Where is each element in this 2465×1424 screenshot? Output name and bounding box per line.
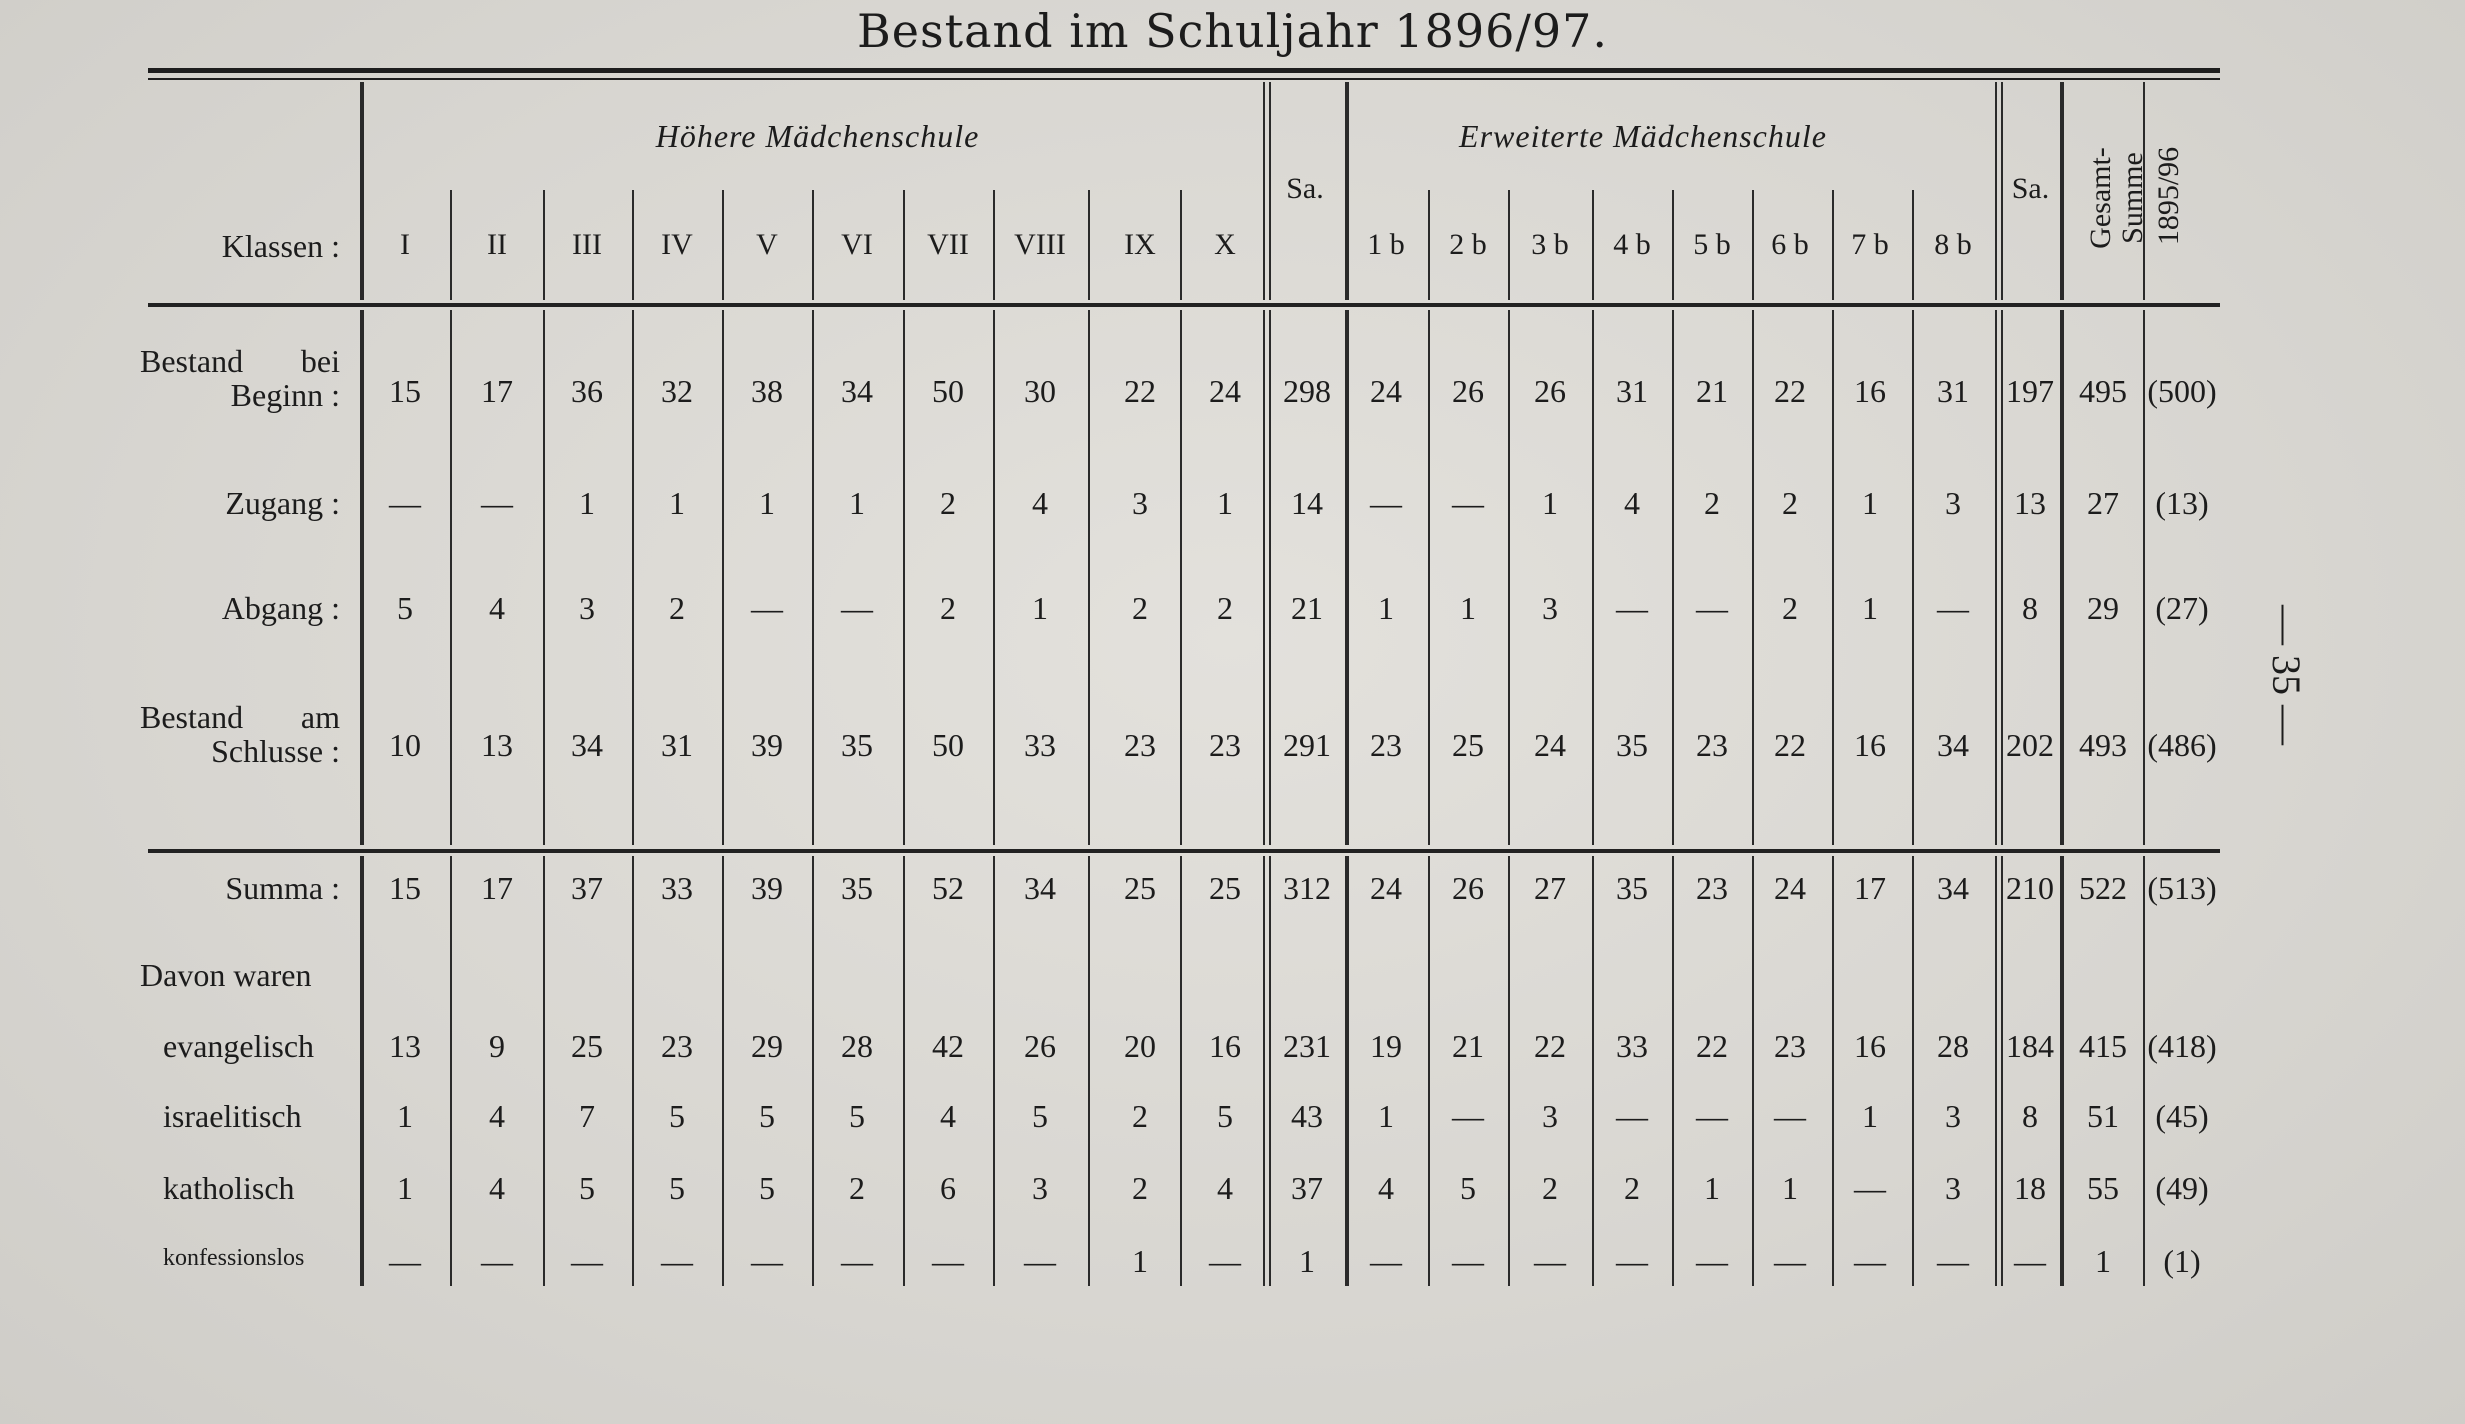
table-cell: 291	[1283, 727, 1331, 763]
col-rule-body	[632, 310, 634, 845]
col-rule-stub-bottom	[360, 856, 364, 1286]
table-cell: 1	[397, 1170, 413, 1206]
table-cell: 27	[1534, 870, 1566, 906]
table-cell: 4	[1624, 485, 1640, 521]
col-rule-header	[1088, 190, 1090, 300]
table-cell: —	[1209, 1243, 1241, 1279]
table-cell: 26	[1024, 1028, 1056, 1064]
table-cell: 5	[1032, 1098, 1048, 1134]
table-cell: 3	[1945, 1098, 1961, 1134]
table-cell: 5	[759, 1170, 775, 1206]
col-rule-bottom	[1180, 856, 1182, 1286]
col-rule-bottom	[1672, 856, 1674, 1286]
page-title: Bestand im Schuljahr 1896/97.	[856, 4, 1609, 58]
column-header-7b: 7 b	[1851, 228, 1889, 261]
table-cell: 34	[841, 373, 873, 409]
col-rule-bottom	[903, 856, 905, 1286]
table-cell: 16	[1854, 727, 1886, 763]
table-cell: 1	[397, 1098, 413, 1134]
table-cell: 522	[2079, 870, 2127, 906]
table-cell: 1	[1460, 590, 1476, 626]
col-rule-bottom	[1912, 856, 1914, 1286]
table-cell: 55	[2087, 1170, 2119, 1206]
table-cell: 298	[1283, 373, 1331, 409]
table-cell: 2	[940, 485, 956, 521]
table-cell: 25	[571, 1028, 603, 1064]
table-cell: 2	[669, 590, 685, 626]
column-header-8b: 8 b	[1934, 228, 1972, 261]
table-cell: (27)	[2155, 590, 2209, 626]
table-cell: 23	[1696, 870, 1728, 906]
col-rule-bottom	[812, 856, 814, 1286]
row-label: konfessionslos	[163, 1245, 305, 1271]
table-cell: 24	[1774, 870, 1806, 906]
table-cell: 4	[1217, 1170, 1233, 1206]
col-rule-bottom	[1088, 856, 1090, 1286]
table-cell: 4	[489, 1170, 505, 1206]
table-cell: 7	[579, 1098, 595, 1134]
column-header-x: X	[1214, 228, 1236, 261]
table-cell: 29	[751, 1028, 783, 1064]
top-thin-rule	[148, 78, 2220, 80]
table-cell: —	[1854, 1243, 1886, 1279]
table-cell: —	[1452, 1243, 1484, 1279]
top-double-rule	[148, 68, 2220, 73]
table-cell: 13	[481, 727, 513, 763]
table-cell: 24	[1370, 870, 1402, 906]
table-cell: 5	[1460, 1170, 1476, 1206]
column-header-vii: VII	[927, 228, 969, 261]
table-cell: 16	[1854, 1028, 1886, 1064]
table-cell: —	[1854, 1170, 1886, 1206]
table-cell: —	[1937, 590, 1969, 626]
table-cell: 4	[489, 1098, 505, 1134]
table-cell: 51	[2087, 1098, 2119, 1134]
column-header-vi: VI	[841, 228, 873, 261]
table-cell: 42	[932, 1028, 964, 1064]
table-cell: 21	[1452, 1028, 1484, 1064]
group-hoehere-maedchenschule: Höhere Mädchenschule	[655, 118, 980, 154]
table-cell: —	[1452, 485, 1484, 521]
table-cell: 31	[661, 727, 693, 763]
table-cell: 21	[1696, 373, 1728, 409]
table-cell: 17	[1854, 870, 1886, 906]
table-cell: 33	[1616, 1028, 1648, 1064]
table-cell: 14	[1291, 485, 1323, 521]
table-cell: (13)	[2155, 485, 2209, 521]
table-cell: 18	[2014, 1170, 2046, 1206]
row-label: Bestand am	[140, 699, 340, 735]
summa-top-rule	[148, 849, 2220, 853]
table-cell: 20	[1124, 1028, 1156, 1064]
table-cell: 52	[932, 870, 964, 906]
table-cell: 29	[2087, 590, 2119, 626]
col-rule-bottom	[1428, 856, 1430, 1286]
table-cell: —	[389, 485, 421, 521]
table-cell: 1	[1862, 1098, 1878, 1134]
table-cell: (45)	[2155, 1098, 2209, 1134]
table-cell: 25	[1124, 870, 1156, 906]
col-rule-header	[1995, 82, 1997, 300]
table-cell: 15	[389, 373, 421, 409]
table-cell: 1	[1378, 1098, 1394, 1134]
col-double-rule-bottom	[2001, 856, 2003, 1286]
table-cell: 1	[1032, 590, 1048, 626]
table-cell: 2	[1782, 485, 1798, 521]
col-rule-bottom	[2060, 856, 2064, 1286]
col-rule-body	[1088, 310, 1090, 845]
table-cell: 34	[1937, 727, 1969, 763]
table-cell: —	[1696, 1098, 1728, 1134]
table-cell: 2	[849, 1170, 865, 1206]
table-cell: 33	[1024, 727, 1056, 763]
table-cell: 3	[1542, 1098, 1558, 1134]
table-cell: 3	[579, 590, 595, 626]
table-cell: 31	[1937, 373, 1969, 409]
row-label: israelitisch	[163, 1098, 302, 1134]
table-cell: —	[1696, 590, 1728, 626]
col-rule-bottom	[1592, 856, 1594, 1286]
table-cell: 25	[1209, 870, 1241, 906]
table-cell: 5	[669, 1170, 685, 1206]
table-cell: 22	[1124, 373, 1156, 409]
col-rule-header	[1263, 82, 1265, 300]
table-cell: —	[1937, 1243, 1969, 1279]
table-cell: —	[481, 485, 513, 521]
col-rule-bottom	[993, 856, 995, 1286]
table-cell: 3	[1132, 485, 1148, 521]
table-cell: 30	[1024, 373, 1056, 409]
col-rule-bottom	[1345, 856, 1349, 1286]
table-cell: 16	[1209, 1028, 1241, 1064]
table-cell: 25	[1452, 727, 1484, 763]
column-header-6b: 6 b	[1771, 228, 1809, 261]
table-cell: —	[1774, 1098, 1806, 1134]
table-cell: 495	[2079, 373, 2127, 409]
table-cell: —	[1452, 1098, 1484, 1134]
table-cell: —	[1024, 1243, 1056, 1279]
table-cell: 37	[571, 870, 603, 906]
table-cell: 22	[1534, 1028, 1566, 1064]
table-cell: 16	[1854, 373, 1886, 409]
table-cell: 5	[669, 1098, 685, 1134]
column-header-iv: IV	[661, 228, 693, 261]
table-cell: 2	[1782, 590, 1798, 626]
table-cell: 1	[1862, 485, 1878, 521]
column-header-viii: VIII	[1014, 228, 1066, 261]
row-label: Summa :	[225, 870, 340, 906]
table-cell: 184	[2006, 1028, 2054, 1064]
column-header-2b: 2 b	[1449, 228, 1487, 261]
table-cell: 26	[1534, 373, 1566, 409]
table-cell: (513)	[2147, 870, 2217, 906]
prev-year-header: 1895/96	[2152, 146, 2185, 246]
column-header-i: I	[400, 228, 410, 261]
table-cell: 24	[1534, 727, 1566, 763]
table-cell: 493	[2079, 727, 2127, 763]
table-cell: (49)	[2155, 1170, 2209, 1206]
table-cell: 33	[661, 870, 693, 906]
table-cell: 32	[661, 373, 693, 409]
col-rule-body	[993, 310, 995, 845]
table-cell: 39	[751, 870, 783, 906]
table-cell: 26	[1452, 870, 1484, 906]
table-cell: 50	[932, 373, 964, 409]
table-cell: 26	[1452, 373, 1484, 409]
table-cell: 197	[2006, 373, 2054, 409]
table-cell: 1	[669, 485, 685, 521]
col-rule-bottom	[1995, 856, 1997, 1286]
table-cell: 5	[579, 1170, 595, 1206]
col-rule-bottom	[1752, 856, 1754, 1286]
column-header-4b: 4 b	[1613, 228, 1651, 261]
table-cell: 202	[2006, 727, 2054, 763]
table-cell: 50	[932, 727, 964, 763]
col-rule-bottom	[450, 856, 452, 1286]
table-cell: 17	[481, 373, 513, 409]
table-cell: 3	[1945, 485, 1961, 521]
header-bottom-rule	[148, 303, 2220, 307]
col-rule-bottom	[2143, 856, 2145, 1286]
table-cell: 4	[489, 590, 505, 626]
table-cell: 10	[389, 727, 421, 763]
klassen-label: Klassen :	[221, 228, 340, 264]
table-cell: —	[751, 1243, 783, 1279]
table-cell: —	[1616, 1243, 1648, 1279]
row-label: Schlusse :	[211, 733, 340, 769]
table-cell: 3	[1542, 590, 1558, 626]
row-label: Zugang :	[225, 485, 340, 521]
table-cell: 1	[2095, 1243, 2111, 1279]
table-cell: —	[1616, 590, 1648, 626]
table-cell: 2	[1132, 590, 1148, 626]
column-header-3b: 3 b	[1531, 228, 1569, 261]
table-cell: 36	[571, 373, 603, 409]
table-cell: 27	[2087, 485, 2119, 521]
gesamt-summe-header: Gesamt- Summe	[2084, 147, 2149, 249]
table-cell: 22	[1774, 373, 1806, 409]
col-rule-bottom	[722, 856, 724, 1286]
table-cell: 312	[1283, 870, 1331, 906]
column-header-5b: 5 b	[1693, 228, 1731, 261]
table-cell: —	[1616, 1098, 1648, 1134]
col-rule-bottom	[543, 856, 545, 1286]
table-cell: 31	[1616, 373, 1648, 409]
table-cell: 231	[1283, 1028, 1331, 1064]
table-cell: 1	[1132, 1243, 1148, 1279]
table-cell: 38	[751, 373, 783, 409]
table-cell: 5	[397, 590, 413, 626]
sa-header-erweiterte: Sa.	[2011, 172, 2050, 205]
table-cell: —	[1370, 485, 1402, 521]
table-cell: 415	[2079, 1028, 2127, 1064]
column-header-iii: III	[572, 228, 602, 261]
table-cell: 19	[1370, 1028, 1402, 1064]
table-cell: 1	[1542, 485, 1558, 521]
table-cell: 1	[1378, 590, 1394, 626]
table-cell: 23	[1124, 727, 1156, 763]
table-cell: —	[751, 590, 783, 626]
table-cell: 6	[940, 1170, 956, 1206]
table-cell: 1	[1299, 1243, 1315, 1279]
table-cell: —	[932, 1243, 964, 1279]
col-rule-body	[903, 310, 905, 845]
row-label: katholisch	[163, 1170, 295, 1206]
sa-header-hoehere: Sa.	[1286, 172, 1324, 205]
table-cell: —	[389, 1243, 421, 1279]
table-cell: 1	[1704, 1170, 1720, 1206]
row-label: evangelisch	[163, 1028, 315, 1064]
table-cell: 2	[940, 590, 956, 626]
table-cell: 1	[849, 485, 865, 521]
table-cell: 5	[849, 1098, 865, 1134]
table-cell: 21	[1291, 590, 1323, 626]
table-cell: 24	[1209, 373, 1241, 409]
table-cell: (486)	[2147, 727, 2217, 763]
table-cell: 3	[1032, 1170, 1048, 1206]
table-cell: 23	[1774, 1028, 1806, 1064]
table-cell: —	[2014, 1243, 2046, 1279]
table-cell: 2	[1704, 485, 1720, 521]
table-cell: 5	[759, 1098, 775, 1134]
table-cell: 39	[751, 727, 783, 763]
table-cell: 15	[389, 870, 421, 906]
table-cell: —	[661, 1243, 693, 1279]
table-cell: 2	[1132, 1170, 1148, 1206]
table-cell: 17	[481, 870, 513, 906]
column-header-v: V	[756, 228, 778, 261]
table-cell: 23	[1370, 727, 1402, 763]
table-cell: —	[841, 590, 873, 626]
table-cell: 210	[2006, 870, 2054, 906]
table-cell: 2	[1132, 1098, 1148, 1134]
table-cell: 8	[2022, 1098, 2038, 1134]
table-cell: 34	[1937, 870, 1969, 906]
table-cell: 13	[389, 1028, 421, 1064]
table-cell: 34	[1024, 870, 1056, 906]
table-cell: 2	[1217, 590, 1233, 626]
col-rule-bottom	[632, 856, 634, 1286]
row-label: Abgang :	[221, 590, 340, 626]
table-cell: 8	[2022, 590, 2038, 626]
table-cell: 5	[1217, 1098, 1233, 1134]
table-cell: 37	[1291, 1170, 1323, 1206]
table-cell: 28	[1937, 1028, 1969, 1064]
table-cell: (418)	[2147, 1028, 2217, 1064]
table-cell: 1	[1862, 590, 1878, 626]
table-cell: 4	[1378, 1170, 1394, 1206]
table-cell: —	[1774, 1243, 1806, 1279]
table-cell: —	[841, 1243, 873, 1279]
table-cell: 35	[1616, 727, 1648, 763]
table-cell: —	[1534, 1243, 1566, 1279]
table-cell: 35	[1616, 870, 1648, 906]
col-rule-bottom	[1263, 856, 1265, 1286]
row-label: Davon waren	[140, 957, 312, 993]
column-header-1b: 1 b	[1367, 228, 1405, 261]
table-cell: (1)	[2163, 1243, 2201, 1279]
table-cell: 3	[1945, 1170, 1961, 1206]
col-rule-bottom	[1832, 856, 1834, 1286]
table-cell: 1	[1217, 485, 1233, 521]
col-rule-header	[1345, 82, 1349, 300]
table-cell: 1	[759, 485, 775, 521]
table-cell: 9	[489, 1028, 505, 1064]
row-label: Bestand bei	[140, 343, 340, 379]
col-rule-body	[450, 310, 452, 845]
table-cell: —	[481, 1243, 513, 1279]
col-rule-body	[722, 310, 724, 845]
table-cell: 43	[1291, 1098, 1323, 1134]
table-cell: 28	[841, 1028, 873, 1064]
table-cell: 2	[1542, 1170, 1558, 1206]
table-cell: 1	[579, 485, 595, 521]
table-cell: 22	[1774, 727, 1806, 763]
table-cell: 34	[571, 727, 603, 763]
column-header-ix: IX	[1124, 228, 1156, 261]
column-header-ii: II	[487, 228, 507, 261]
table-cell: 1	[1782, 1170, 1798, 1206]
table-cell: 24	[1370, 373, 1402, 409]
table-cell: 22	[1696, 1028, 1728, 1064]
table-cell: 4	[940, 1098, 956, 1134]
table-cell: 35	[841, 727, 873, 763]
col-rule-stub-header	[360, 82, 364, 300]
table-cell: 13	[2014, 485, 2046, 521]
table-cell: 23	[1209, 727, 1241, 763]
col-double-rule-bottom	[1269, 856, 1271, 1286]
col-rule-bottom	[1508, 856, 1510, 1286]
row-label: Beginn :	[230, 377, 340, 413]
table-cell: —	[1696, 1243, 1728, 1279]
table-cell: 4	[1032, 485, 1048, 521]
table-cell: 2	[1624, 1170, 1640, 1206]
table-cell: —	[571, 1243, 603, 1279]
table-cell: 35	[841, 870, 873, 906]
col-rule-body	[812, 310, 814, 845]
table-cell: 23	[1696, 727, 1728, 763]
table-cell: 23	[661, 1028, 693, 1064]
table-cell: (500)	[2147, 373, 2217, 409]
group-erweiterte-maedchenschule: Erweiterte Mädchenschule	[1459, 118, 1827, 154]
page-number: — 35 —	[2264, 605, 2309, 745]
table-cell: —	[1370, 1243, 1402, 1279]
